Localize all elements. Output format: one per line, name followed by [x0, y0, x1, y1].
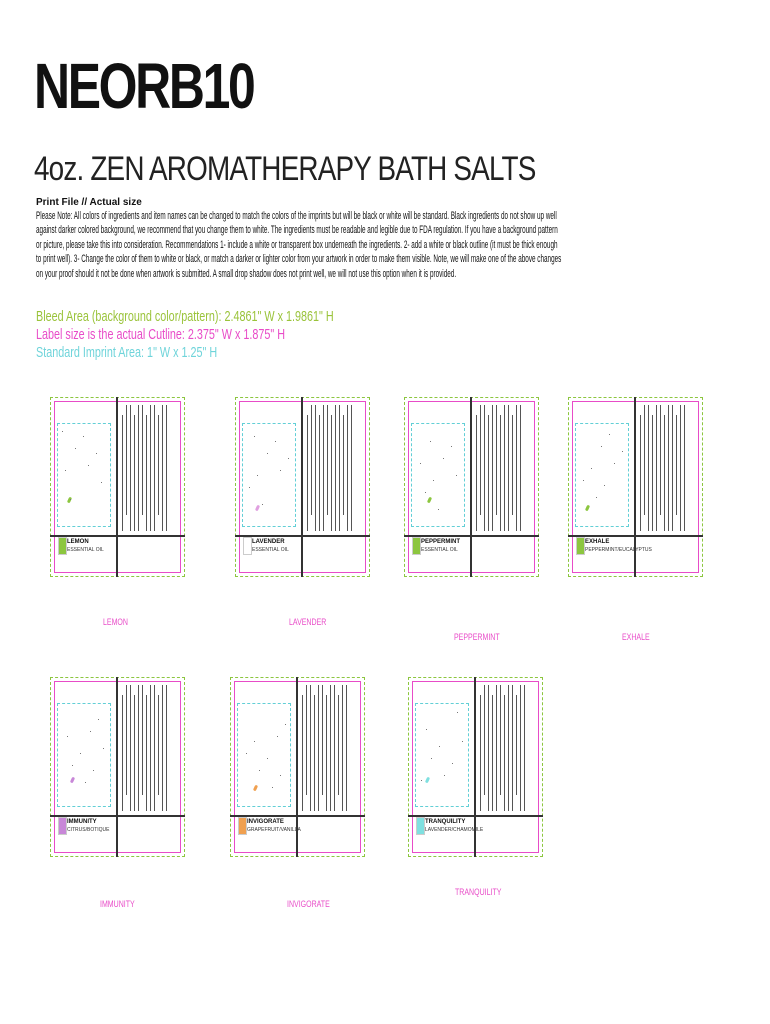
ingredient-line: [310, 685, 311, 811]
page-title: NEORB10: [34, 50, 254, 122]
speckle-dot: [98, 719, 99, 720]
label-name: INVIGORATE: [247, 819, 284, 825]
speckle-dot: [456, 475, 457, 476]
divider-horizontal: [50, 815, 185, 817]
speckle-dot: [88, 465, 89, 466]
label-template-peppermint: [404, 397, 539, 577]
ingredient-line: [684, 405, 685, 531]
ingredient-line: [154, 405, 155, 531]
ingredient-line: [307, 415, 308, 531]
label-subname: LAVENDER/CHAMOMILE: [425, 827, 484, 833]
ingredient-line: [343, 415, 344, 515]
ingredient-line: [476, 415, 477, 531]
speckle-dot: [96, 453, 97, 454]
speckle-dot: [438, 509, 439, 510]
ingredient-line: [138, 685, 139, 811]
speckle-dot: [246, 753, 247, 754]
ingredient-text-lines: [480, 685, 532, 813]
imprint-box: [57, 423, 111, 527]
ingredient-line: [335, 405, 336, 531]
divider-horizontal: [568, 535, 703, 537]
ingredient-line: [166, 685, 167, 811]
label-caption: INVIGORATE: [287, 899, 330, 909]
ingredient-line: [508, 685, 509, 811]
ingredient-line: [480, 695, 481, 811]
ingredient-line: [346, 685, 347, 811]
ingredient-line: [672, 405, 673, 531]
ingredient-line: [126, 405, 127, 515]
speckle-dot: [254, 436, 255, 437]
ingredient-line: [338, 695, 339, 795]
speckle-dot: [596, 497, 597, 498]
speckle-dot: [614, 463, 615, 464]
ingredient-line: [318, 685, 319, 811]
speckle-dot: [601, 446, 602, 447]
ingredient-line: [496, 685, 497, 811]
ingredient-line: [496, 405, 497, 515]
imprint-area-spec: Standard Imprint Area: 1" W x 1.25" H: [36, 344, 218, 361]
ingredient-text-lines: [476, 405, 528, 533]
imprint-box: [242, 423, 296, 527]
speckle-dot: [83, 436, 84, 437]
ingredient-line: [640, 415, 641, 531]
bleed-area-spec: Bleed Area (background color/pattern): 2.4861" W x 1.9861" H: [36, 308, 334, 325]
label-name: IMMUNITY: [67, 819, 97, 825]
speckle-dot: [75, 448, 76, 449]
ingredient-line: [142, 405, 143, 515]
ingredient-line: [488, 685, 489, 811]
ingredient-line: [334, 685, 335, 811]
label-template-immunity: [50, 677, 185, 857]
label-template-tranquility: [408, 677, 543, 857]
ingredient-line: [327, 405, 328, 515]
speckle-dot: [257, 475, 258, 476]
label-name: LAVENDER: [252, 539, 285, 545]
ingredient-line: [154, 685, 155, 811]
ingredient-line: [504, 405, 505, 531]
speckle-dot: [90, 731, 91, 732]
ingredient-line: [150, 405, 151, 531]
page-subtitle: 4oz. ZEN AROMATHERAPY BATH SALTS: [34, 150, 536, 188]
label-caption: IMMUNITY: [100, 899, 135, 909]
speckle-dot: [254, 741, 255, 742]
ingredient-line: [134, 695, 135, 811]
ingredient-text-lines: [307, 405, 359, 533]
label-caption: PEPPERMINT: [454, 632, 500, 642]
speckle-dot: [444, 775, 445, 776]
speckle-dot: [72, 765, 73, 766]
ingredient-line: [311, 405, 312, 515]
speckle-dot: [285, 724, 286, 725]
ingredient-line: [314, 695, 315, 811]
ingredient-line: [319, 415, 320, 531]
label-color-swatch: [412, 537, 421, 555]
label-subname: ESSENTIAL OIL: [252, 547, 289, 553]
label-template-exhale: [568, 397, 703, 577]
divider-vertical: [301, 397, 303, 577]
speckle-dot: [85, 782, 86, 783]
ingredient-line: [134, 415, 135, 531]
divider-horizontal: [235, 535, 370, 537]
ingredient-line: [122, 695, 123, 811]
label-name: LEMON: [67, 539, 89, 545]
ingredient-line: [150, 685, 151, 811]
ingredient-line: [322, 685, 323, 795]
ingredient-line: [122, 415, 123, 531]
ingredient-line: [524, 685, 525, 811]
ingredient-line: [162, 405, 163, 531]
divider-horizontal: [230, 815, 365, 817]
ingredient-line: [166, 405, 167, 531]
divider-horizontal: [50, 535, 185, 537]
label-template-invigorate: [230, 677, 365, 857]
imprint-box: [57, 703, 111, 807]
ingredient-line: [347, 405, 348, 531]
divider-vertical: [470, 397, 472, 577]
label-name: TRANQUILITY: [425, 819, 466, 825]
ingredient-line: [664, 415, 665, 531]
ingredient-line: [146, 695, 147, 811]
ingredient-line: [680, 405, 681, 531]
ingredient-line: [516, 405, 517, 531]
ingredient-line: [676, 415, 677, 515]
ingredient-line: [323, 405, 324, 531]
ingredient-line: [306, 685, 307, 795]
label-color-swatch: [58, 817, 67, 835]
ingredient-line: [158, 695, 159, 795]
label-subname: GRAPEFRUIT/VANILLA: [247, 827, 301, 833]
label-caption: EXHALE: [622, 632, 650, 642]
ingredient-text-lines: [122, 685, 174, 813]
speckle-dot: [452, 763, 453, 764]
divider-vertical: [116, 397, 118, 577]
speckle-dot: [433, 480, 434, 481]
label-color-swatch: [243, 537, 252, 555]
divider-vertical: [116, 677, 118, 857]
speckle-dot: [259, 770, 260, 771]
ingredient-line: [126, 685, 127, 795]
speckle-dot: [622, 451, 623, 452]
speckle-dot: [426, 729, 427, 730]
ingredient-line: [480, 405, 481, 515]
ingredient-line: [342, 685, 343, 811]
ingredient-text-lines: [302, 685, 354, 813]
label-color-swatch: [576, 537, 585, 555]
ingredient-line: [339, 405, 340, 531]
label-color-swatch: [58, 537, 67, 555]
ingredient-line: [484, 685, 485, 795]
speckle-dot: [277, 736, 278, 737]
ingredient-line: [138, 405, 139, 531]
speckle-dot: [80, 753, 81, 754]
imprint-box: [237, 703, 291, 807]
ingredient-line: [656, 405, 657, 531]
speckle-dot: [70, 499, 71, 500]
ingredient-line: [158, 415, 159, 515]
speckle-dot: [431, 758, 432, 759]
speckle-dot: [457, 712, 458, 713]
speckle-dot: [67, 736, 68, 737]
speckle-dot: [101, 482, 102, 483]
ingredient-line: [146, 415, 147, 531]
speckle-dot: [288, 458, 289, 459]
speckle-dot: [609, 434, 610, 435]
speckle-dot: [65, 470, 66, 471]
speckle-dot: [93, 770, 94, 771]
divider-horizontal: [408, 815, 543, 817]
label-template-lavender: [235, 397, 370, 577]
speckle-dot: [425, 492, 426, 493]
ingredient-line: [315, 405, 316, 531]
label-subname: PEPPERMINT/EUCALYPTUS: [585, 547, 652, 553]
ingredient-line: [331, 415, 332, 531]
ingredient-line: [660, 405, 661, 515]
label-subname: ESSENTIAL OIL: [67, 547, 104, 553]
ingredient-line: [500, 685, 501, 795]
ingredient-line: [516, 695, 517, 795]
ingredient-line: [302, 695, 303, 811]
label-caption: TRANQUILITY: [455, 887, 502, 897]
ingredient-line: [492, 405, 493, 531]
ingredient-line: [648, 405, 649, 531]
note-paragraph: Please Note: All colors of ingredients and item names can be changed to match the colors of the imprints but will be black or white will be standard. Black ingredients do not show up well against darker colored background, we recommend that you change them to white. The ingredients must be readable and legible due to FDA regulation. If you have a background pattern or picture, please take this into consideration. Recommendations 1- include a white or transparent box underneath the ingredients. 2- add a white or black outline (it must be thick enough to print well). 3- Change the color of them to white or black, or match a darker or lighter color from your artwork in order to make them visible. Note, we will make one of the above changes on your proof should it not be done when artwork is submitted. A small drop shadow does not print well, we will not use this option when it is provided.: [36, 210, 562, 280]
ingredient-line: [500, 415, 501, 531]
speckle-dot: [280, 470, 281, 471]
speckle-dot: [591, 468, 592, 469]
speckle-dot: [280, 775, 281, 776]
ingredient-line: [492, 695, 493, 811]
ingredient-line: [326, 695, 327, 811]
ingredient-line: [130, 685, 131, 811]
imprint-box: [575, 423, 629, 527]
label-caption: LEMON: [103, 617, 128, 627]
speckle-dot: [462, 741, 463, 742]
ingredient-line: [162, 685, 163, 811]
speckle-dot: [420, 463, 421, 464]
ingredient-line: [130, 405, 131, 531]
speckle-dot: [443, 458, 444, 459]
ingredient-line: [330, 685, 331, 811]
label-color-swatch: [238, 817, 247, 835]
label-name: PEPPERMINT: [421, 539, 461, 545]
speckle-dot: [583, 480, 584, 481]
speckle-dot: [604, 485, 605, 486]
speckle-dot: [451, 446, 452, 447]
cutline-spec: Label size is the actual Cutline: 2.375" W x 1.875" H: [36, 326, 286, 343]
ingredient-line: [512, 685, 513, 811]
label-subname: ESSENTIAL OIL: [421, 547, 458, 553]
ingredient-line: [520, 405, 521, 531]
ingredient-text-lines: [640, 405, 692, 533]
ingredient-line: [652, 415, 653, 531]
speckle-dot: [430, 441, 431, 442]
ingredient-line: [142, 685, 143, 795]
ingredient-line: [644, 405, 645, 515]
ingredient-text-lines: [122, 405, 174, 533]
label-color-swatch: [416, 817, 425, 835]
speckle-dot: [275, 441, 276, 442]
label-caption: LAVENDER: [289, 617, 327, 627]
speckle-dot: [62, 431, 63, 432]
ingredient-line: [488, 415, 489, 531]
speckle-dot: [267, 758, 268, 759]
imprint-box: [415, 703, 469, 807]
speckle-dot: [439, 746, 440, 747]
ingredient-line: [504, 695, 505, 811]
ingredient-line: [520, 685, 521, 811]
speckle-dot: [272, 787, 273, 788]
ingredient-line: [351, 405, 352, 531]
speckle-dot: [249, 487, 250, 488]
label-template-lemon: [50, 397, 185, 577]
divider-horizontal: [404, 535, 539, 537]
speckle-dot: [262, 504, 263, 505]
ingredient-line: [508, 405, 509, 531]
ingredient-line: [512, 415, 513, 515]
label-name: EXHALE: [585, 539, 610, 545]
label-subname: CITRUS/BOTIQUE: [67, 827, 110, 833]
ingredient-line: [668, 405, 669, 531]
speckle-dot: [421, 780, 422, 781]
ingredient-line: [484, 405, 485, 531]
print-file-label: Print File // Actual size: [36, 197, 142, 208]
speckle-dot: [103, 748, 104, 749]
speckle-dot: [267, 453, 268, 454]
